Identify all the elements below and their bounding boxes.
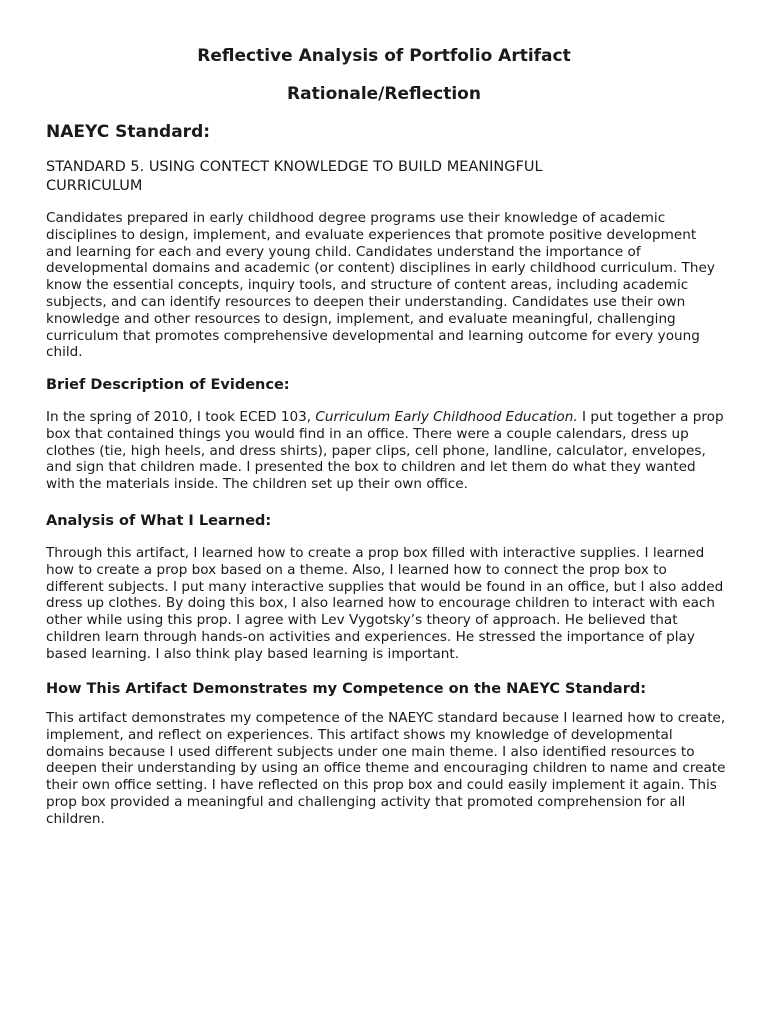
document-title: Reflective Analysis of Portfolio Artifact (197, 46, 571, 66)
brief-description-text (46, 409, 726, 493)
competence-text: This artifact demonstrates my competence of the NAEYC standard because I learned how to create, implement, and reflect on experiences. This artifact shows my knowledge of developmental domains because I used different subjects under one main theme. I also identified resources to deepen their understanding by using an office theme and encouraging children to name and create their own office setting. I have reflected on this prop box and could easily implement it again. This prop box provided a meaningful and challenging activity that promoted comprehension for all children. (46, 710, 726, 827)
naeyc-standard-heading: NAEYC Standard: (46, 122, 211, 142)
brief-description-heading: Brief Description of Evidence: (46, 377, 290, 393)
standard-title (46, 158, 686, 196)
standard-description: Candidates prepared in early childhood degree programs use their knowledge of academic disciplines to design, implement, and evaluate experiences that promote positive development and learning for each and every young child. Candidates understand the importance of developmental domains and academic (or content) disciplines in early childhood curriculum. They know the essential concepts, inquiry tools, and structure of content areas, including academic subjects, and can identify resources to deepen their understanding. Candidates use their own knowledge and other resources to design, implement, and evaluate meaningful, challenging curriculum that promotes comprehensive developmental and learning outcome for every young child. (46, 210, 715, 361)
analysis-heading: Analysis of What I Learned: (46, 513, 272, 529)
brief-text-body: I put together a prop box that contained things you would find in an office. There were a couple calendars, dress up clothes (tie, high heels, and dress shirts), paper clips, cell phone, landline, calculator, envelopes, and sign that children made. I presented the box to children and let them do what they wanted with the materials inside. The children set up their own office. (46, 409, 724, 493)
analysis-text: Through this artifact, I learned how to create a prop box filled with interactive supplies. I learned how to create a prop box based on a theme. Also, I learned how to connect the prop box to different subjects. I put many interactive supplies that would be found in an office, but I also added dress up clothes. By doing this box, I also learned how to encourage children to interact with each other while using this prop. I agree with Lev Vygotsky’s theory of approach. He believed that children learn through hands-on activities and experiences. He stressed the importance of play based learning. I also think play based learning is important. (46, 545, 724, 662)
standard-title-line-1: STANDARD 5. USING CONTECT KNOWLEDGE TO BUILD MEANINGFUL (46, 159, 543, 175)
competence-heading: How This Artifact Demonstrates my Competence on the NAEYC Standard: (46, 681, 647, 697)
standard-title-line-2: CURRICULUM (46, 178, 143, 194)
document-subtitle: Rationale/Reflection (287, 84, 481, 104)
brief-text-intro: In the spring of 2010, I took ECED 103, (46, 409, 316, 425)
course-title: Curriculum Early Childhood Education. (315, 409, 578, 425)
